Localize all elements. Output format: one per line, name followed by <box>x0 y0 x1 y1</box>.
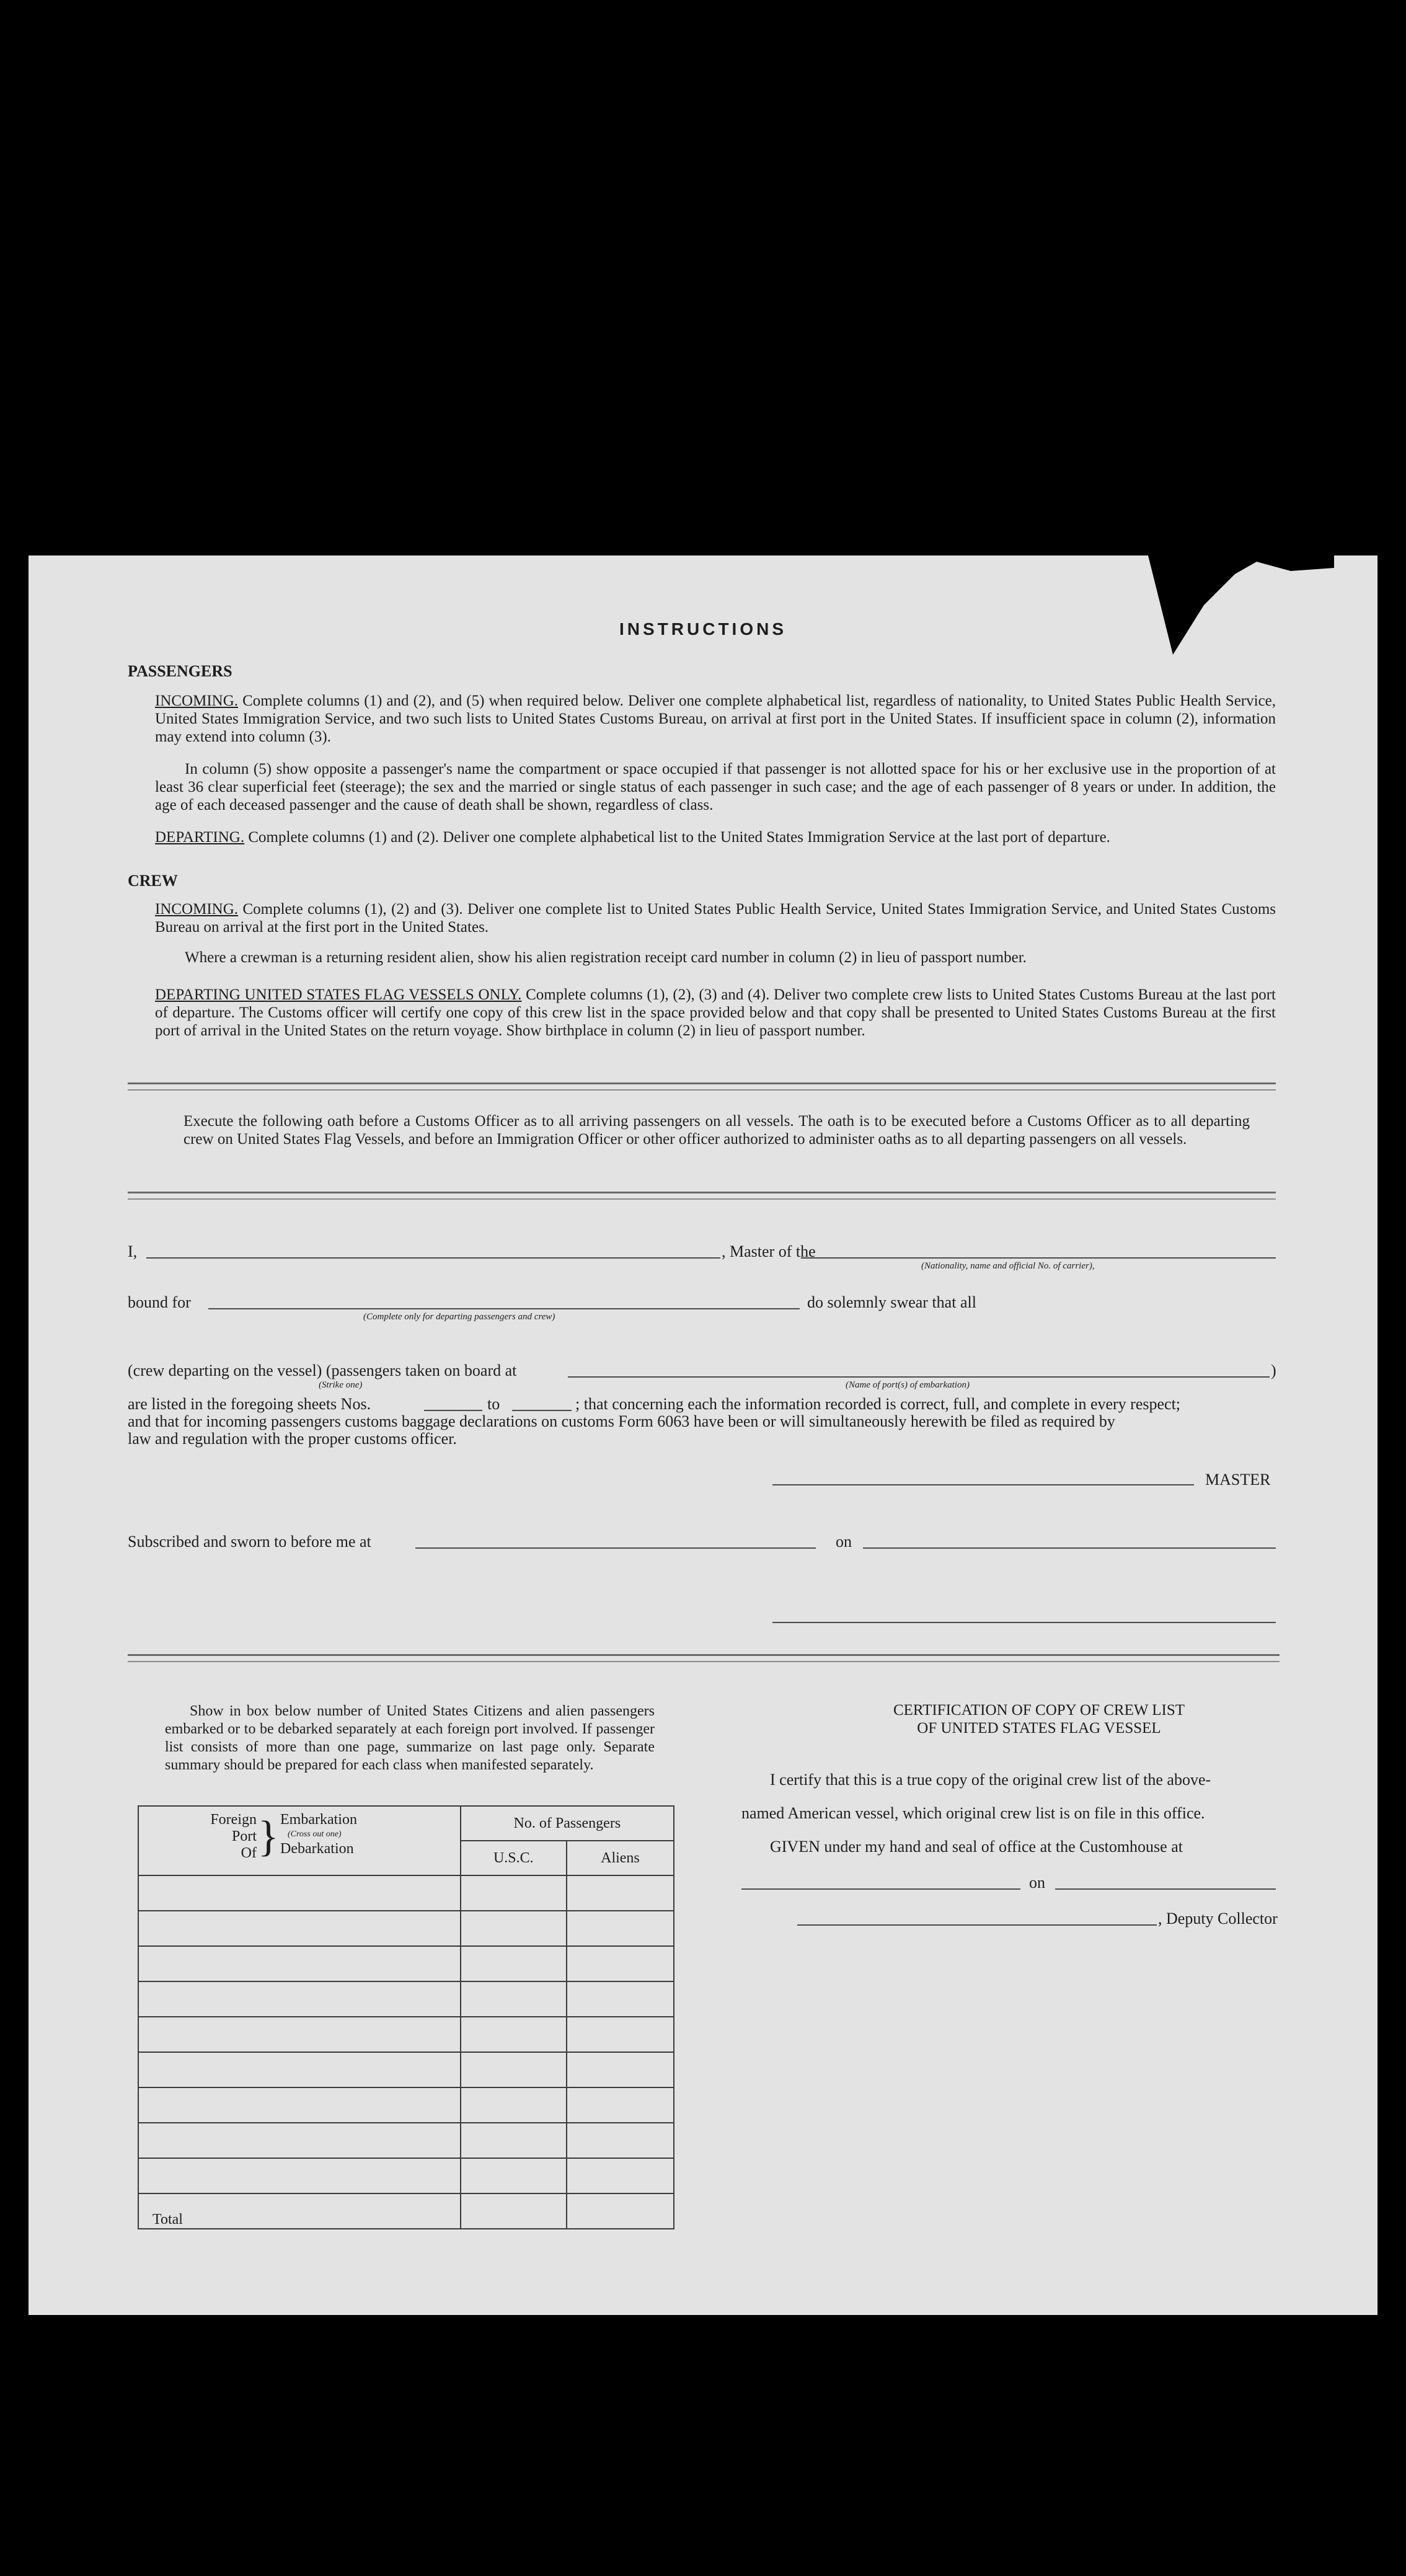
aliens-cell[interactable] <box>567 2123 674 2158</box>
passengers-incoming-label: INCOMING. <box>155 693 239 709</box>
certification-on-label: on <box>1029 1874 1045 1892</box>
sheet-from-field[interactable] <box>424 1410 482 1411</box>
master-name-field[interactable] <box>146 1257 720 1259</box>
aliens-total-cell[interactable] <box>567 2193 674 2229</box>
deputy-collector-label: , Deputy Collector <box>1158 1910 1278 1928</box>
summary-instructions: Show in box below number of United States Citizens and alien passengers embarked or to be debarked separately at each foreign port involved. If passenger list consists of more than one page, summarize on last page only. Separate summary should be prepared for each class when manifested separately. <box>165 1703 655 1773</box>
usc-header: U.S.C. <box>461 1841 567 1875</box>
aliens-cell[interactable] <box>567 2087 674 2123</box>
foreign-label: Foreign <box>210 1812 257 1828</box>
close-paren: ) <box>1271 1361 1276 1379</box>
crew-crewman-note: Where a crewman is a returning resident alien, show his alien registration receipt card number in column (2) in lieu of passport number. <box>185 949 1027 966</box>
crew-departing-text: Complete columns (1), (2), (3) and (4). Deliver two complete crew lists to United States Customs Bureau at the last port of departure. The Customs officer will certify one copy of this crew list in the space provided below and that copy shall be presented to United States Customs Bureau at the first port of arrival in the United States on the return voyage. Show birthplace in column (2) in lieu of passport number. <box>155 986 1276 1039</box>
table-row <box>138 1911 674 1946</box>
usc-cell[interactable] <box>461 2158 567 2193</box>
total-label: Total <box>138 2193 461 2229</box>
oath-i-label: I, <box>128 1242 138 1260</box>
passengers-departing-text: Complete columns (1) and (2). Deliver one complete alphabetical list to the United States Immigration Service at the last port of departure. <box>248 829 1110 846</box>
port-label: Port <box>231 1828 257 1844</box>
subscribed-text: Subscribed and sworn to before me at <box>128 1533 371 1551</box>
bound-for-label: bound for <box>128 1293 191 1311</box>
divider-1 <box>128 1082 1276 1091</box>
brace: } <box>258 1813 279 1861</box>
of-label: Of <box>241 1845 257 1861</box>
usc-cell[interactable] <box>461 2017 567 2052</box>
crew-heading: CREW <box>128 872 178 890</box>
deputy-signature-field[interactable] <box>797 1924 1157 1926</box>
table-row <box>138 2052 674 2087</box>
aliens-cell[interactable] <box>567 2158 674 2193</box>
torn-corner <box>1148 555 1334 655</box>
usc-cell[interactable] <box>461 1946 567 1981</box>
carrier-field[interactable] <box>801 1257 1276 1259</box>
port-cell[interactable] <box>138 2052 461 2087</box>
master-signature-field[interactable] <box>772 1484 1194 1485</box>
crew-departing-label: DEPARTING UNITED STATES FLAG VESSELS ONLY. <box>155 986 522 1003</box>
sheet-to-field[interactable] <box>512 1410 572 1411</box>
crew-incoming-text: Complete columns (1), (2) and (3). Deliver one complete list to United States Public Health Service, United States Immigration Service, and United States Customs Bureau on arrival at the first port in the United States. <box>155 901 1276 936</box>
crew-departing-text-oath: (crew departing on the vessel) (passengers taken on board at <box>128 1361 517 1379</box>
solemnly-swear-text: do solemnly swear that all <box>807 1293 976 1311</box>
aliens-cell[interactable] <box>567 2017 674 2052</box>
table-row <box>138 1946 674 1981</box>
port-cell[interactable] <box>138 1911 461 1946</box>
listed-prefix: are listed in the foregoing sheets Nos. <box>128 1395 371 1413</box>
sworn-place-field[interactable] <box>415 1547 816 1549</box>
aliens-header: Aliens <box>567 1841 674 1875</box>
certification-line-3: GIVEN under my hand and seal of office at the Customhouse at <box>770 1838 1183 1856</box>
usc-cell[interactable] <box>461 2052 567 2087</box>
port-cell[interactable] <box>138 1981 461 2017</box>
master-label: MASTER <box>1205 1471 1271 1489</box>
passengers-departing-label: DEPARTING. <box>155 829 245 846</box>
usc-cell[interactable] <box>461 1911 567 1946</box>
table-row <box>138 2123 674 2158</box>
port-cell[interactable] <box>138 2087 461 2123</box>
crew-incoming <box>155 900 1276 936</box>
customhouse-field[interactable] <box>741 1888 1020 1890</box>
strike-one-caption: (Strike one) <box>319 1380 363 1390</box>
oath-instructions: Execute the following oath before a Customs Officer as to all arriving passengers on all vessels. The oath is to be executed before a Customs Officer as to all departing crew on United States Flag Vessels, and before an Immigration Officer or other officer authorized to administer oaths as to all departing passengers on all vessels. <box>183 1113 1250 1148</box>
to-label: to <box>487 1395 500 1413</box>
crew-incoming-label: INCOMING. <box>155 901 239 918</box>
port-cell[interactable] <box>138 2158 461 2193</box>
usc-cell[interactable] <box>461 1981 567 2017</box>
aliens-cell[interactable] <box>567 1875 674 1911</box>
passenger-summary-table <box>138 1805 674 2229</box>
divider-2 <box>128 1192 1276 1200</box>
total-row <box>138 2193 674 2229</box>
cross-out-caption: (Cross out one) <box>288 1830 342 1839</box>
bound-for-field[interactable] <box>208 1308 800 1309</box>
officer-signature-field[interactable] <box>772 1622 1276 1623</box>
table-row <box>138 2017 674 2052</box>
aliens-cell[interactable] <box>567 1946 674 1981</box>
table-row <box>138 1981 674 2017</box>
sworn-on-label: on <box>836 1533 852 1551</box>
crew-departing <box>155 986 1276 1040</box>
certification-title-2: OF UNITED STATES FLAG VESSEL <box>917 1720 1161 1737</box>
usc-cell[interactable] <box>461 2123 567 2158</box>
port-header-cell <box>138 1806 461 1875</box>
usc-total-cell[interactable] <box>461 2193 567 2229</box>
certification-line-2: named American vessel, which original crew list is on file in this office. <box>741 1804 1205 1822</box>
ports-field[interactable] <box>568 1376 1270 1378</box>
passengers-departing <box>155 828 1276 846</box>
certification-title-1: CERTIFICATION OF COPY OF CREW LIST <box>893 1702 1185 1719</box>
no-passengers-header: No. of Passengers <box>461 1806 674 1841</box>
oath-master-of: , Master of the <box>722 1242 816 1260</box>
aliens-cell[interactable] <box>567 1911 674 1946</box>
nationality-caption: (Nationality, name and official No. of carrier), <box>921 1261 1095 1271</box>
complete-only-caption: (Complete only for departing passengers and crew) <box>363 1312 555 1322</box>
table-row <box>138 2087 674 2123</box>
certification-title <box>760 1701 1318 1737</box>
usc-cell[interactable] <box>461 2087 567 2123</box>
aliens-cell[interactable] <box>567 2052 674 2087</box>
ports-caption: (Name of port(s) of embarkation) <box>846 1380 970 1390</box>
certification-date-field[interactable] <box>1055 1888 1276 1890</box>
table-row <box>138 2158 674 2193</box>
passengers-incoming-text: Complete columns (1) and (2), and (5) when required below. Deliver one complete alphabetical list, regardless of nationality, to United States Public Health Service, United States Immigration Service, and two such lists to United States Customs Bureau, on arrival at first port in the United States. If insufficient space in column (2), information may extend into column (3). <box>155 693 1276 745</box>
usc-cell[interactable] <box>461 1875 567 1911</box>
table-row <box>138 1875 674 1911</box>
embarkation-label: Embarkation <box>280 1812 357 1828</box>
debarkation-label: Debarkation <box>280 1841 354 1857</box>
sworn-date-field[interactable] <box>863 1547 1276 1549</box>
divider-3 <box>128 1654 1280 1662</box>
oath-line-2: and that for incoming passengers customs baggage declarations on customs Form 6063 have been or will simultaneously herewith be filed as required by <box>128 1412 1115 1430</box>
listed-suffix: ; that concerning each the information recorded is correct, full, and complete in every respect; <box>575 1395 1181 1413</box>
passengers-heading: PASSENGERS <box>128 662 232 680</box>
form-page <box>29 555 1377 2315</box>
port-cell[interactable] <box>138 1946 461 1981</box>
certification-line-1: I certify that this is a true copy of the original crew list of the above- <box>770 1771 1211 1789</box>
port-cell[interactable] <box>138 1875 461 1911</box>
port-cell[interactable] <box>138 2017 461 2052</box>
port-cell[interactable] <box>138 2123 461 2158</box>
aliens-cell[interactable] <box>567 1981 674 2017</box>
page-title: INSTRUCTIONS <box>619 619 787 639</box>
oath-line-3: law and regulation with the proper customs officer. <box>128 1430 457 1448</box>
passengers-column5: In column (5) show opposite a passenger's name the compartment or space occupied if that passenger is not allotted space for his or her exclusive use in the proportion of at least 36 clear superficial feet (steerage); the sex and the married or single status of each passenger in such case; and the age of each passenger of 8 years or under. In addition, the age of each deceased passenger and the cause of death shall be shown, regardless of class. <box>155 761 1276 813</box>
passengers-incoming <box>155 692 1276 746</box>
